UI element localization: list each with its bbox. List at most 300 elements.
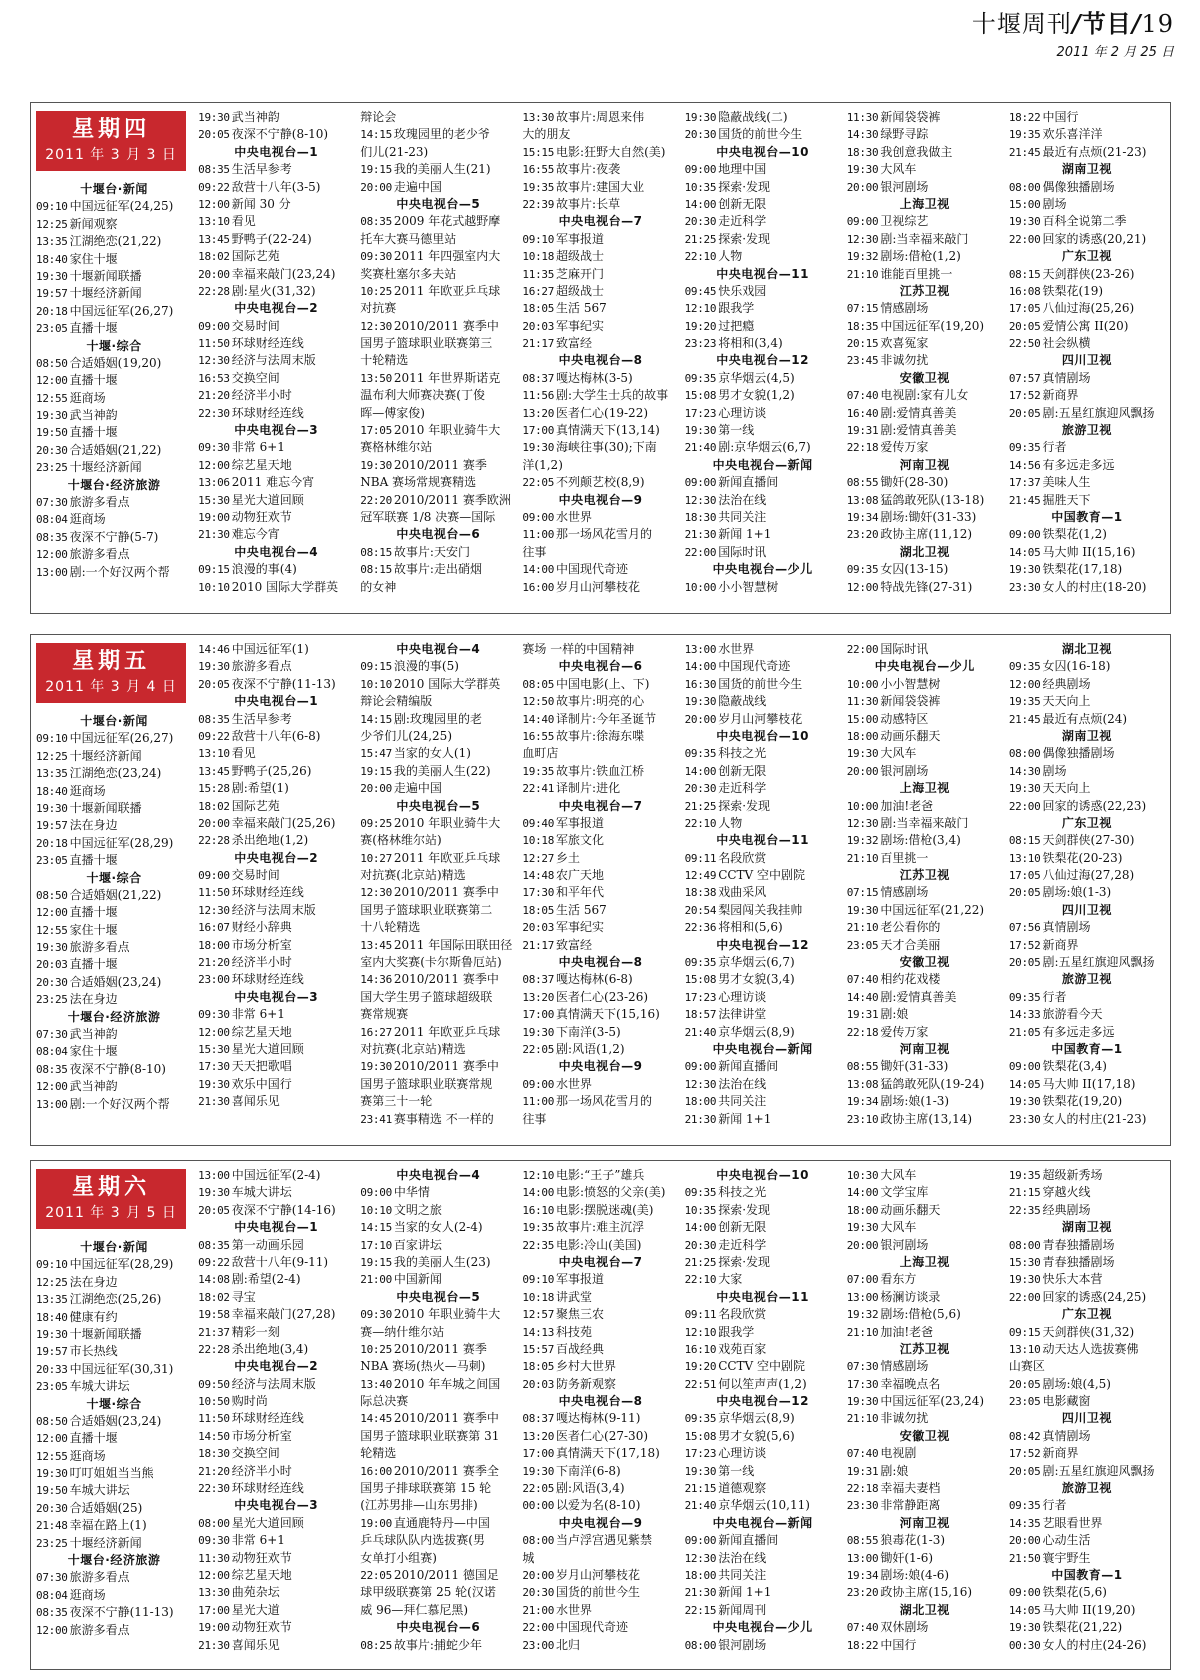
program-title: 欢喜冤家 bbox=[880, 336, 929, 351]
program-time: 17:30 bbox=[846, 1377, 879, 1391]
program-title: 过把瘾 bbox=[718, 318, 755, 333]
program-time: 22:00 bbox=[1008, 232, 1041, 246]
program-entry bbox=[1009, 318, 1165, 335]
channel-header: 中央电视台—12 bbox=[716, 937, 809, 952]
program-continuation bbox=[360, 387, 516, 404]
program-title: 赛格林维尔站 bbox=[360, 440, 433, 455]
program-time: 20:54 bbox=[684, 903, 717, 917]
program-time: 09:22 bbox=[198, 729, 230, 743]
program-title: 情感剧场 bbox=[880, 1359, 929, 1374]
program-title: 医者仁心(27-30) bbox=[556, 1428, 649, 1443]
program-entry bbox=[847, 728, 1003, 745]
program-title: 家住十堰 bbox=[69, 922, 118, 937]
program-entry bbox=[1009, 179, 1165, 196]
program-entry bbox=[360, 850, 516, 867]
program-title: 综艺星天地 bbox=[231, 1567, 292, 1582]
program-entry bbox=[198, 728, 354, 745]
program-time: 08:55 bbox=[846, 476, 879, 490]
program-entry bbox=[198, 745, 354, 762]
program-time: 08:42 bbox=[1008, 1429, 1041, 1443]
program-entry bbox=[36, 1061, 192, 1078]
program-entry bbox=[685, 1237, 841, 1254]
program-entry bbox=[360, 1515, 516, 1532]
program-title: 快乐大本营 bbox=[1042, 1272, 1103, 1287]
channel-header: 十堰台·新闻 bbox=[80, 182, 148, 196]
program-title: 女单打小组赛) bbox=[360, 1550, 437, 1565]
program-title: 2010/2011 赛季欧洲 bbox=[393, 492, 511, 507]
program-continuation bbox=[522, 1550, 678, 1567]
program-time: 23:05 bbox=[846, 938, 879, 952]
program-entry bbox=[1009, 1376, 1165, 1393]
program-entry bbox=[198, 352, 354, 369]
program-continuation bbox=[360, 509, 516, 526]
program-title: 政协主席(13,14) bbox=[880, 1111, 973, 1126]
program-time: 07:40 bbox=[846, 1447, 879, 1461]
program-entry bbox=[847, 832, 1003, 849]
program-entry bbox=[685, 1058, 841, 1075]
program-title: 赛第三十一轮 bbox=[360, 1094, 433, 1109]
program-title: 国货的前世今生 bbox=[556, 1585, 641, 1600]
program-entry bbox=[198, 231, 354, 248]
program-time: 10:25 bbox=[360, 284, 392, 298]
program-entry bbox=[360, 1271, 516, 1288]
program-title: 环球财经连线 bbox=[231, 336, 304, 351]
day-panel-saturday bbox=[30, 1160, 1171, 1670]
program-title: 剧场:娘(1-3) bbox=[880, 1094, 950, 1109]
program-time: 13:00 bbox=[36, 1097, 68, 1111]
program-time: 20:03 bbox=[522, 1377, 555, 1391]
program-title: 生活早参考 bbox=[231, 162, 292, 177]
program-entry bbox=[1009, 1006, 1165, 1023]
program-title: 大风车 bbox=[880, 1168, 917, 1182]
program-title: 我的美丽人生(21) bbox=[393, 162, 491, 177]
program-entry bbox=[360, 457, 516, 474]
program-time: 20:05 bbox=[1008, 1464, 1041, 1478]
program-title: 故事片:明亮的心 bbox=[556, 694, 645, 709]
program-time: 14:30 bbox=[1008, 764, 1041, 778]
program-time: 09:10 bbox=[36, 732, 68, 746]
program-time: 14:46 bbox=[198, 643, 230, 656]
schedule-column bbox=[522, 1167, 678, 1665]
program-title: 2010 年车城之间国 bbox=[393, 1376, 501, 1391]
program-entry bbox=[847, 937, 1003, 954]
program-entry bbox=[522, 1324, 678, 1341]
program-time: 15:08 bbox=[684, 1429, 717, 1443]
masthead-title bbox=[972, 4, 1174, 39]
program-time: 21:40 bbox=[684, 1025, 717, 1039]
program-entry bbox=[685, 867, 841, 884]
channel-header: 中央电视台—5 bbox=[396, 196, 481, 211]
program-entry bbox=[36, 303, 192, 320]
program-entry bbox=[847, 1463, 1003, 1480]
program-entry bbox=[847, 1550, 1003, 1567]
program-title: 直通鹿特丹—中国 bbox=[393, 1515, 490, 1530]
program-time: 09:00 bbox=[1008, 1060, 1041, 1074]
program-time: 22:35 bbox=[522, 1238, 555, 1252]
program-time: 08:55 bbox=[846, 1060, 879, 1074]
program-entry bbox=[522, 579, 678, 596]
program-entry bbox=[847, 1024, 1003, 1041]
program-time: 19:30 bbox=[36, 941, 68, 955]
program-title: 对抗赛(北京站)精选 bbox=[360, 868, 466, 883]
program-time: 21:25 bbox=[684, 232, 717, 246]
program-title: 生活早参考 bbox=[231, 711, 292, 726]
program-title: 八仙过海(25,26) bbox=[1042, 301, 1135, 316]
program-time: 14:30 bbox=[846, 128, 879, 142]
program-entry bbox=[685, 1497, 841, 1514]
program-title: 科技之光 bbox=[718, 1185, 767, 1200]
program-entry bbox=[198, 318, 354, 335]
program-time: 19:30 bbox=[36, 409, 68, 423]
program-title: 十堰经济新闻 bbox=[69, 748, 142, 763]
program-entry bbox=[522, 474, 678, 491]
program-entry bbox=[685, 1480, 841, 1497]
program-entry bbox=[685, 335, 841, 352]
program-title: 爱情公寓 II(20) bbox=[1042, 318, 1129, 333]
program-continuation bbox=[360, 1497, 516, 1514]
program-entry bbox=[1009, 196, 1165, 213]
program-entry bbox=[1009, 283, 1165, 300]
program-title: 最近有点烦(21-23) bbox=[1042, 144, 1147, 159]
program-entry bbox=[847, 989, 1003, 1006]
program-time: 16:30 bbox=[684, 677, 717, 691]
program-entry bbox=[685, 919, 841, 936]
program-time: 23:00 bbox=[198, 973, 230, 987]
program-entry bbox=[522, 815, 678, 832]
program-title: 合适婚姻(21,22) bbox=[69, 442, 162, 457]
program-title: 赛—纳什维尔站 bbox=[360, 1324, 445, 1339]
program-time: 17:00 bbox=[522, 424, 555, 438]
program-title: 合适婚姻(21,22) bbox=[69, 887, 162, 902]
program-entry bbox=[360, 1024, 516, 1041]
program-time: 20:30 bbox=[36, 1501, 68, 1515]
program-title: 精彩一刻 bbox=[231, 1324, 280, 1339]
program-time: 22:00 bbox=[522, 1621, 555, 1635]
program-title: 车城大讲坛 bbox=[231, 1185, 292, 1200]
program-time: 22:05 bbox=[522, 476, 555, 490]
program-entry bbox=[36, 1026, 192, 1043]
program-entry bbox=[360, 745, 516, 762]
program-entry bbox=[522, 1410, 678, 1427]
program-time: 13:30 bbox=[522, 111, 555, 124]
program-time: 23:05 bbox=[36, 854, 68, 868]
masthead bbox=[972, 4, 1174, 60]
program-entry bbox=[36, 494, 192, 511]
program-time: 15:30 bbox=[198, 1042, 230, 1056]
program-title: 十堰经济新闻 bbox=[69, 1535, 142, 1550]
program-title: 真情满天下(13,14) bbox=[556, 423, 660, 438]
program-title: 经典剧场 bbox=[1042, 1202, 1091, 1217]
program-title: 跟我学 bbox=[718, 301, 755, 316]
program-entry bbox=[685, 405, 841, 422]
program-time: 16:55 bbox=[522, 729, 555, 743]
program-time: 08:04 bbox=[36, 1045, 68, 1059]
program-entry bbox=[198, 1184, 354, 1201]
program-time: 21:40 bbox=[684, 1499, 717, 1513]
program-time: 09:25 bbox=[360, 816, 392, 830]
program-time: 21:17 bbox=[522, 337, 555, 351]
program-time: 07:56 bbox=[1008, 921, 1041, 935]
program-title: 交易时间 bbox=[231, 868, 280, 883]
channel-header: 中央电视台—2 bbox=[234, 1359, 319, 1374]
program-time: 14:13 bbox=[522, 1325, 555, 1339]
program-title: CCTV 空中剧院 bbox=[718, 1359, 806, 1374]
program-entry bbox=[36, 1569, 192, 1586]
program-time: 09:11 bbox=[684, 1308, 717, 1322]
program-title: 叮叮姐姐当当熊 bbox=[69, 1466, 154, 1481]
program-title: 环球财经连线 bbox=[231, 885, 304, 900]
program-title: 爱传万家 bbox=[880, 1024, 929, 1039]
program-title: 故事片:走出硝烟 bbox=[393, 562, 482, 577]
program-title: 赛(格林维尔站) bbox=[360, 833, 442, 848]
program-entry bbox=[1009, 1445, 1165, 1462]
channel-header: 中央电视台—1 bbox=[234, 144, 319, 159]
program-title: 回家的诱惑(24,25) bbox=[1042, 1289, 1147, 1304]
program-title: 动感特区 bbox=[880, 711, 929, 726]
program-entry bbox=[198, 1076, 354, 1093]
program-title: 2010 年职业骑牛大 bbox=[393, 815, 501, 830]
program-time: 12:27 bbox=[522, 851, 555, 865]
program-title: 中国远征军(2-4) bbox=[231, 1168, 321, 1182]
program-entry bbox=[685, 1324, 841, 1341]
program-title: 人物 bbox=[718, 249, 743, 264]
schedule-column bbox=[685, 1167, 841, 1665]
program-continuation bbox=[360, 693, 516, 710]
program-title: 剧场:娘(1-3) bbox=[1042, 885, 1112, 900]
program-title: 不列颠艺校(8,9) bbox=[556, 475, 645, 490]
program-time: 20:18 bbox=[36, 836, 68, 850]
program-entry bbox=[36, 320, 192, 337]
program-time: 16:10 bbox=[684, 1342, 717, 1356]
program-entry bbox=[1009, 457, 1165, 474]
program-title: 经济半小时 bbox=[231, 388, 292, 403]
program-entry bbox=[522, 832, 678, 849]
channel-header: 中央电视台—1 bbox=[234, 694, 319, 709]
program-title: 法治在线 bbox=[718, 1550, 767, 1565]
program-entry bbox=[847, 676, 1003, 693]
program-title: 交换空间 bbox=[231, 1446, 280, 1461]
program-time: 23:45 bbox=[846, 354, 879, 368]
program-title: 青春独播剧场 bbox=[1042, 1237, 1115, 1252]
program-time: 09:30 bbox=[198, 1534, 230, 1548]
program-time: 09:00 bbox=[684, 1060, 717, 1074]
program-time: 12:00 bbox=[198, 458, 230, 472]
program-time: 19:30 bbox=[522, 441, 555, 455]
program-title: 市长热线 bbox=[69, 1344, 118, 1359]
program-time: 21:25 bbox=[684, 1255, 717, 1269]
program-entry bbox=[1009, 335, 1165, 352]
program-title: 水世界 bbox=[556, 1602, 593, 1617]
program-time: 13:08 bbox=[846, 493, 879, 507]
channel-header: 中央电视台—4 bbox=[396, 1168, 481, 1182]
program-entry bbox=[522, 1306, 678, 1323]
program-title: 芝麻开门 bbox=[556, 266, 605, 281]
program-title: 女人的村庄(24-26) bbox=[1042, 1637, 1147, 1652]
program-title: 中国远征军(26,27) bbox=[69, 731, 174, 746]
program-time: 12:50 bbox=[522, 695, 555, 709]
program-title: 剧:一个好汉两个帮 bbox=[69, 1096, 170, 1111]
program-title: 中国电影(上、下) bbox=[556, 676, 650, 691]
program-title: 托车大赛马德里站 bbox=[360, 231, 457, 246]
program-entry bbox=[1009, 954, 1165, 971]
program-continuation bbox=[360, 1006, 516, 1023]
program-time: 18:30 bbox=[684, 510, 717, 524]
channel-header: 广东卫视 bbox=[1061, 1307, 1112, 1322]
program-title: 夜深不宁静(8-10) bbox=[69, 1061, 166, 1076]
channel-header: 中央电视台—6 bbox=[396, 1620, 481, 1635]
program-title: 名段欣赏 bbox=[718, 850, 767, 865]
program-entry bbox=[847, 335, 1003, 352]
program-time: 08:55 bbox=[846, 1534, 879, 1548]
program-continuation bbox=[360, 954, 516, 971]
program-title: 乒乓球队队内选拔赛(男 bbox=[360, 1533, 485, 1548]
program-time: 22:10 bbox=[684, 1273, 717, 1287]
program-title: 行者 bbox=[1042, 989, 1067, 1004]
program-time: 12:30 bbox=[198, 903, 230, 917]
program-entry bbox=[198, 509, 354, 526]
program-time: 21:10 bbox=[846, 921, 879, 935]
program-title: 2011 年四强室内大 bbox=[393, 249, 501, 264]
program-time: 11:30 bbox=[198, 1551, 230, 1565]
channel-header: 安徽卫视 bbox=[899, 1428, 950, 1443]
program-time: 16:53 bbox=[198, 371, 230, 385]
program-title: 新闻 1+1 bbox=[718, 527, 772, 542]
program-time: 09:30 bbox=[198, 1008, 230, 1022]
program-title: 赛场 一样的中国精神 bbox=[522, 642, 635, 656]
program-title: 剧:希望(1) bbox=[231, 781, 289, 796]
channel-header: 十堰·综合 bbox=[86, 338, 142, 353]
program-title: 天剑群侠(23-26) bbox=[1042, 266, 1135, 281]
program-title: 银河剧场 bbox=[880, 179, 929, 194]
program-title: 奖赛杜塞尔多夫站 bbox=[360, 266, 457, 281]
program-continuation bbox=[522, 457, 678, 474]
program-continuation bbox=[360, 1480, 516, 1497]
program-time: 14:45 bbox=[360, 1412, 392, 1426]
program-entry bbox=[360, 179, 516, 196]
program-title: 政协主席(15,16) bbox=[880, 1585, 973, 1600]
program-title: 曲苑杂坛 bbox=[231, 1585, 280, 1600]
program-title: 超级战士 bbox=[556, 283, 605, 298]
program-title: 剧:京华烟云(6,7) bbox=[718, 440, 811, 455]
program-title: 国男子篮球职业联赛第三 bbox=[360, 336, 493, 351]
program-entry bbox=[685, 1219, 841, 1236]
program-entry bbox=[198, 370, 354, 387]
program-title: 百战经典 bbox=[556, 1341, 605, 1356]
program-continuation bbox=[360, 1550, 516, 1567]
program-time: 19:30 bbox=[846, 747, 879, 761]
program-time: 08:04 bbox=[36, 1588, 68, 1602]
program-time: 19:30 bbox=[1008, 215, 1041, 229]
program-title: 赛常规赛 bbox=[360, 1007, 409, 1022]
program-entry bbox=[36, 974, 192, 991]
program-entry bbox=[685, 1358, 841, 1375]
program-title: 新闻袋袋裤 bbox=[880, 110, 941, 124]
program-time: 21:20 bbox=[198, 956, 230, 970]
program-time: 14:05 bbox=[1008, 1603, 1041, 1617]
program-title: 剧:娘 bbox=[880, 1463, 909, 1478]
program-entry bbox=[847, 1093, 1003, 1110]
program-entry bbox=[685, 196, 841, 213]
program-entry bbox=[360, 1463, 516, 1480]
program-entry bbox=[36, 216, 192, 233]
program-entry bbox=[847, 1497, 1003, 1514]
program-title: 玫瑰园里的老少爷 bbox=[393, 127, 490, 142]
program-entry bbox=[198, 1584, 354, 1601]
program-entry bbox=[1009, 1341, 1165, 1358]
program-title: 我的美丽人生(23) bbox=[393, 1254, 491, 1269]
program-title: 城 bbox=[522, 1550, 535, 1565]
program-title: 法在身边 bbox=[69, 1274, 118, 1289]
channel-header: 十堰台·新闻 bbox=[80, 1240, 148, 1254]
program-entry bbox=[522, 161, 678, 178]
program-title: 共同关注 bbox=[718, 1567, 767, 1582]
program-title: 新闻 1+1 bbox=[718, 1585, 772, 1600]
program-entry bbox=[360, 1219, 516, 1236]
program-continuation bbox=[360, 919, 516, 936]
channel-header: 湖北卫视 bbox=[1061, 642, 1112, 656]
program-time: 16:27 bbox=[360, 1025, 392, 1039]
program-entry bbox=[360, 1567, 516, 1584]
program-title: 致富经 bbox=[556, 336, 593, 351]
program-entry bbox=[198, 405, 354, 422]
program-entry bbox=[685, 780, 841, 797]
program-time: 13:35 bbox=[36, 1293, 68, 1307]
program-title: 法在身边 bbox=[69, 992, 118, 1007]
program-entry bbox=[847, 144, 1003, 161]
program-title: 新闻观察 bbox=[69, 216, 118, 231]
program-entry bbox=[1009, 300, 1165, 317]
channel-header: 四川卫视 bbox=[1061, 902, 1112, 917]
program-title: 军事纪实 bbox=[556, 920, 605, 935]
schedule-column bbox=[198, 1167, 354, 1665]
program-time: 22:50 bbox=[1008, 337, 1041, 351]
program-title: 中国行 bbox=[880, 1637, 917, 1652]
program-entry bbox=[198, 266, 354, 283]
program-time: 13:20 bbox=[522, 990, 555, 1004]
program-entry bbox=[198, 1463, 354, 1480]
program-entry bbox=[36, 424, 192, 441]
program-time: 09:00 bbox=[522, 1077, 555, 1091]
program-entry bbox=[685, 971, 841, 988]
program-continuation bbox=[360, 439, 516, 456]
program-entry bbox=[36, 922, 192, 939]
program-title: 电影:“王子”雄兵 bbox=[556, 1168, 645, 1182]
channel-header: 中央电视台—1 bbox=[234, 1220, 319, 1235]
program-time: 20:00 bbox=[522, 1568, 555, 1582]
program-entry bbox=[1009, 658, 1165, 675]
program-time: 08:37 bbox=[522, 371, 555, 385]
program-title: 道德观察 bbox=[718, 1481, 767, 1496]
program-entry bbox=[198, 1271, 354, 1288]
program-title: 超级战士 bbox=[556, 249, 605, 264]
program-title: 聚焦三农 bbox=[556, 1307, 605, 1322]
program-title: 中国现代奇迹 bbox=[556, 562, 629, 577]
program-title: 艺眼看世界 bbox=[1042, 1515, 1103, 1530]
program-title: 剧场:娘(4,5) bbox=[1042, 1376, 1111, 1391]
program-title: 老公看你的 bbox=[880, 920, 941, 935]
program-title: 寰宇野生 bbox=[1042, 1550, 1091, 1565]
program-time: 13:00 bbox=[846, 1551, 879, 1565]
program-title: 非常 6+1 bbox=[231, 1007, 285, 1022]
program-entry bbox=[522, 1428, 678, 1445]
program-entry bbox=[685, 763, 841, 780]
program-time: 19:57 bbox=[36, 1345, 68, 1359]
program-title: 中国现代奇迹 bbox=[556, 1620, 629, 1635]
program-time: 19:35 bbox=[1008, 695, 1041, 709]
program-time: 13:50 bbox=[360, 371, 392, 385]
program-title: 偶像独播剧场 bbox=[1042, 179, 1115, 194]
program-entry bbox=[847, 509, 1003, 526]
